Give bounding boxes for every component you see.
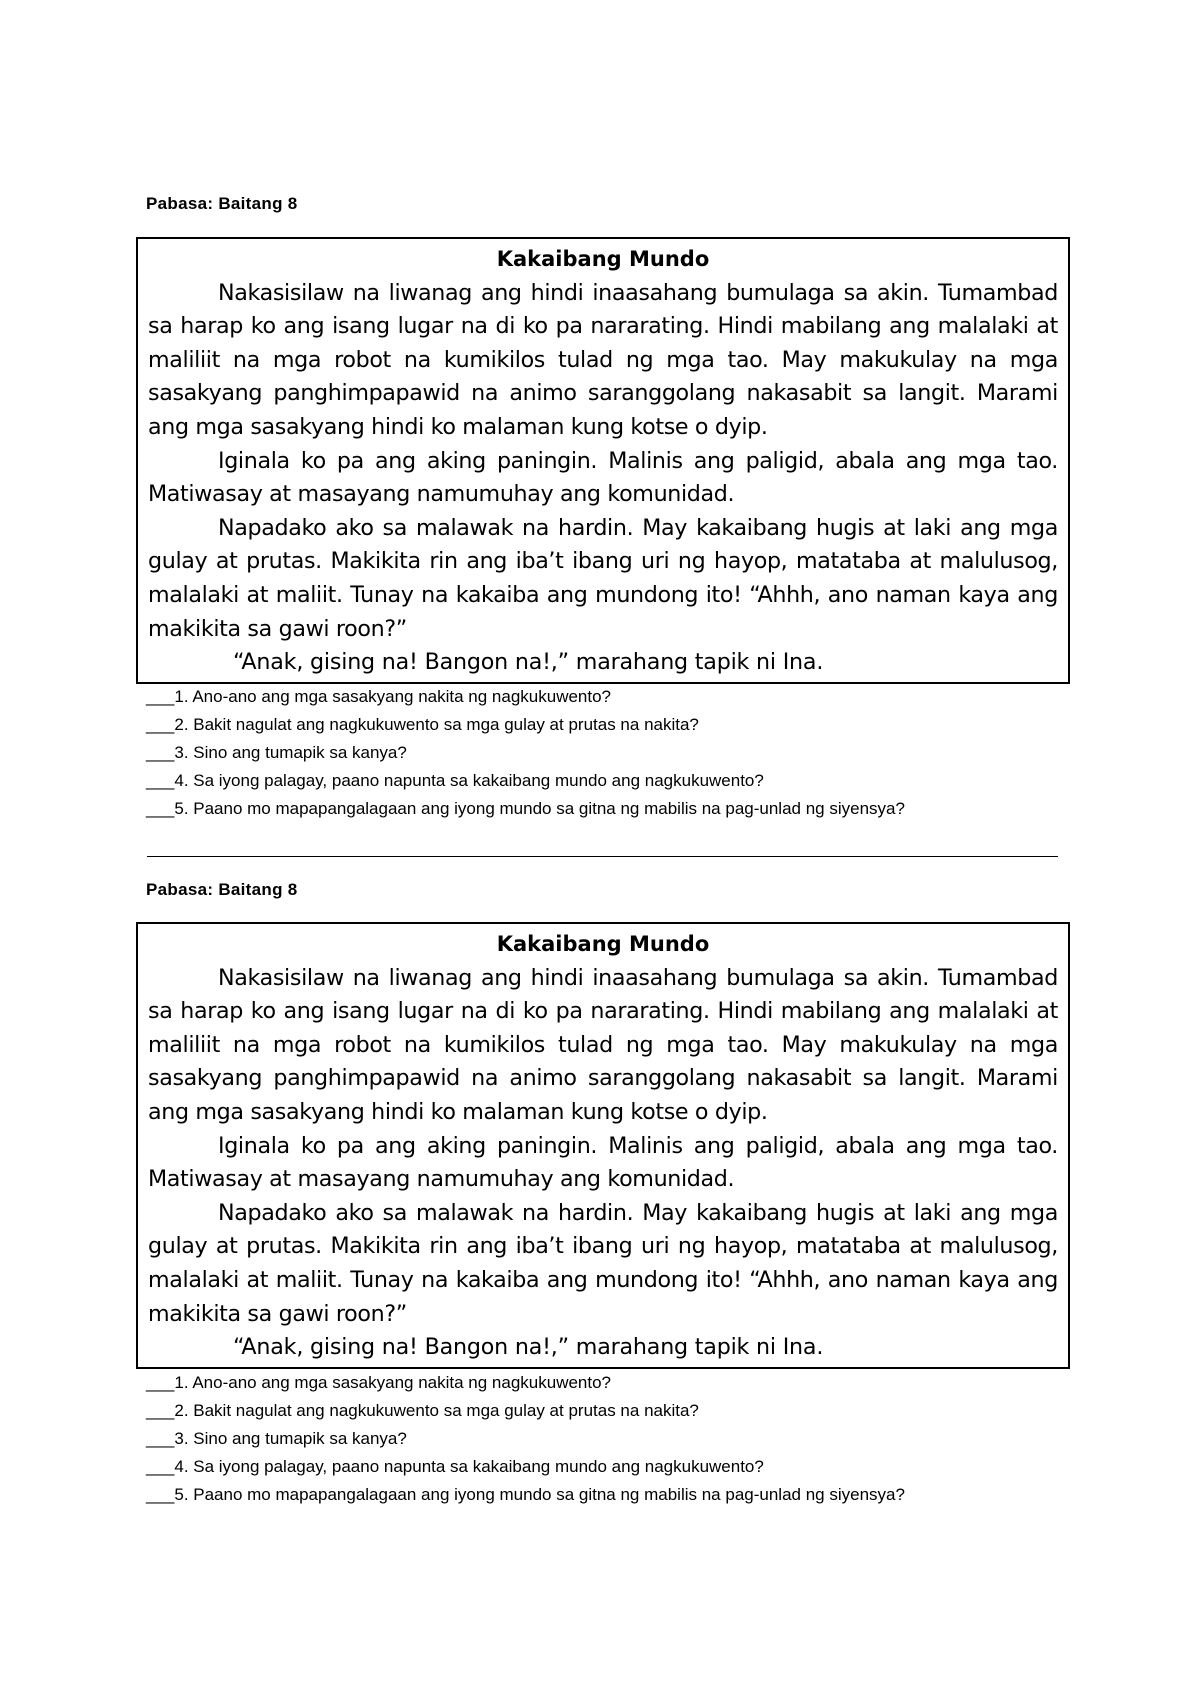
question-list — [146, 1369, 905, 1509]
story-closing-line: “Anak, gising na! Bangon na!,” marahang tapik ni Ina. — [233, 649, 824, 676]
question-item: ___5. Paano mo mapapangalagaan ang iyong mundo sa gitna ng mabilis na pag-unlad ng siyensya? — [146, 1485, 905, 1504]
question-item: ___1. Ano-ano ang mga sasakyang nakita ng nagkukuwento? — [146, 1373, 612, 1392]
story-title: Kakaibang Mundo — [496, 247, 710, 271]
story-closing-line: “Anak, gising na! Bangon na!,” marahang tapik ni Ina. — [233, 1334, 824, 1361]
question-item: ___4. Sa iyong palagay, paano napunta sa kakaibang mundo ang nagkukuwento? — [146, 1457, 764, 1476]
question-item: ___2. Bakit nagulat ang nagkukuwento sa mga gulay at prutas na nakita? — [146, 715, 699, 734]
cut-line-divider — [147, 856, 1058, 857]
story-paragraph: Iginala ko pa ang aking paningin. Malinis ang paligid, abala ang mga tao. Matiwasay at masayang namumuhay ang komunidad. — [148, 447, 1058, 508]
worksheet-header: Pabasa: Baitang 8 — [146, 880, 298, 899]
question-item: ___2. Bakit nagulat ang nagkukuwento sa mga gulay at prutas na nakita? — [146, 1401, 699, 1420]
question-item: ___3. Sino ang tumapik sa kanya? — [146, 743, 407, 762]
question-item: ___1. Ano-ano ang mga sasakyang nakita ng nagkukuwento? — [146, 687, 612, 706]
story-box — [136, 922, 1070, 1369]
story-paragraph: Nakasisilaw na liwanag ang hindi inaasahang bumulaga sa akin. Tumambad sa harap ko ang isang lugar na di ko pa nararating. Hindi mabilang ang malalaki at maliliit na mga robot na kumikilos tulad ng mga tao. May makukulay na mga sasakyang panghimpapawid na animo saranggolang nakasabit sa langit. Marami ang mga sasakyang hindi ko malaman kung kotse o dyip. — [148, 964, 1058, 1125]
story-box — [136, 237, 1070, 684]
story-paragraph: Napadako ako sa malawak na hardin. May kakaibang hugis at laki ang mga gulay at prutas. Makikita rin ang iba’t ibang uri ng hayop, matataba at malulusog, malalaki at maliit. Tunay na kakaiba ang mundong ito! “Ahhh, ano naman kaya ang makikita sa gawi roon?” — [148, 1199, 1058, 1327]
story-paragraph: Iginala ko pa ang aking paningin. Malinis ang paligid, abala ang mga tao. Matiwasay at masayang namumuhay ang komunidad. — [148, 1132, 1058, 1193]
worksheet-header: Pabasa: Baitang 8 — [146, 194, 298, 213]
question-item: ___4. Sa iyong palagay, paano napunta sa kakaibang mundo ang nagkukuwento? — [146, 771, 764, 790]
question-list — [146, 683, 905, 823]
story-paragraph: Nakasisilaw na liwanag ang hindi inaasahang bumulaga sa akin. Tumambad sa harap ko ang isang lugar na di ko pa nararating. Hindi mabilang ang malalaki at maliliit na mga robot na kumikilos tulad ng mga tao. May makukulay na mga sasakyang panghimpapawid na animo saranggolang nakasabit sa langit. Marami ang mga sasakyang hindi ko malaman kung kotse o dyip. — [148, 279, 1058, 440]
question-item: ___5. Paano mo mapapangalagaan ang iyong mundo sa gitna ng mabilis na pag-unlad ng siyensya? — [146, 799, 905, 818]
story-title: Kakaibang Mundo — [496, 932, 710, 956]
story-paragraph: Napadako ako sa malawak na hardin. May kakaibang hugis at laki ang mga gulay at prutas. Makikita rin ang iba’t ibang uri ng hayop, matataba at malulusog, malalaki at maliit. Tunay na kakaiba ang mundong ito! “Ahhh, ano naman kaya ang makikita sa gawi roon?” — [148, 514, 1058, 642]
question-item: ___3. Sino ang tumapik sa kanya? — [146, 1429, 407, 1448]
